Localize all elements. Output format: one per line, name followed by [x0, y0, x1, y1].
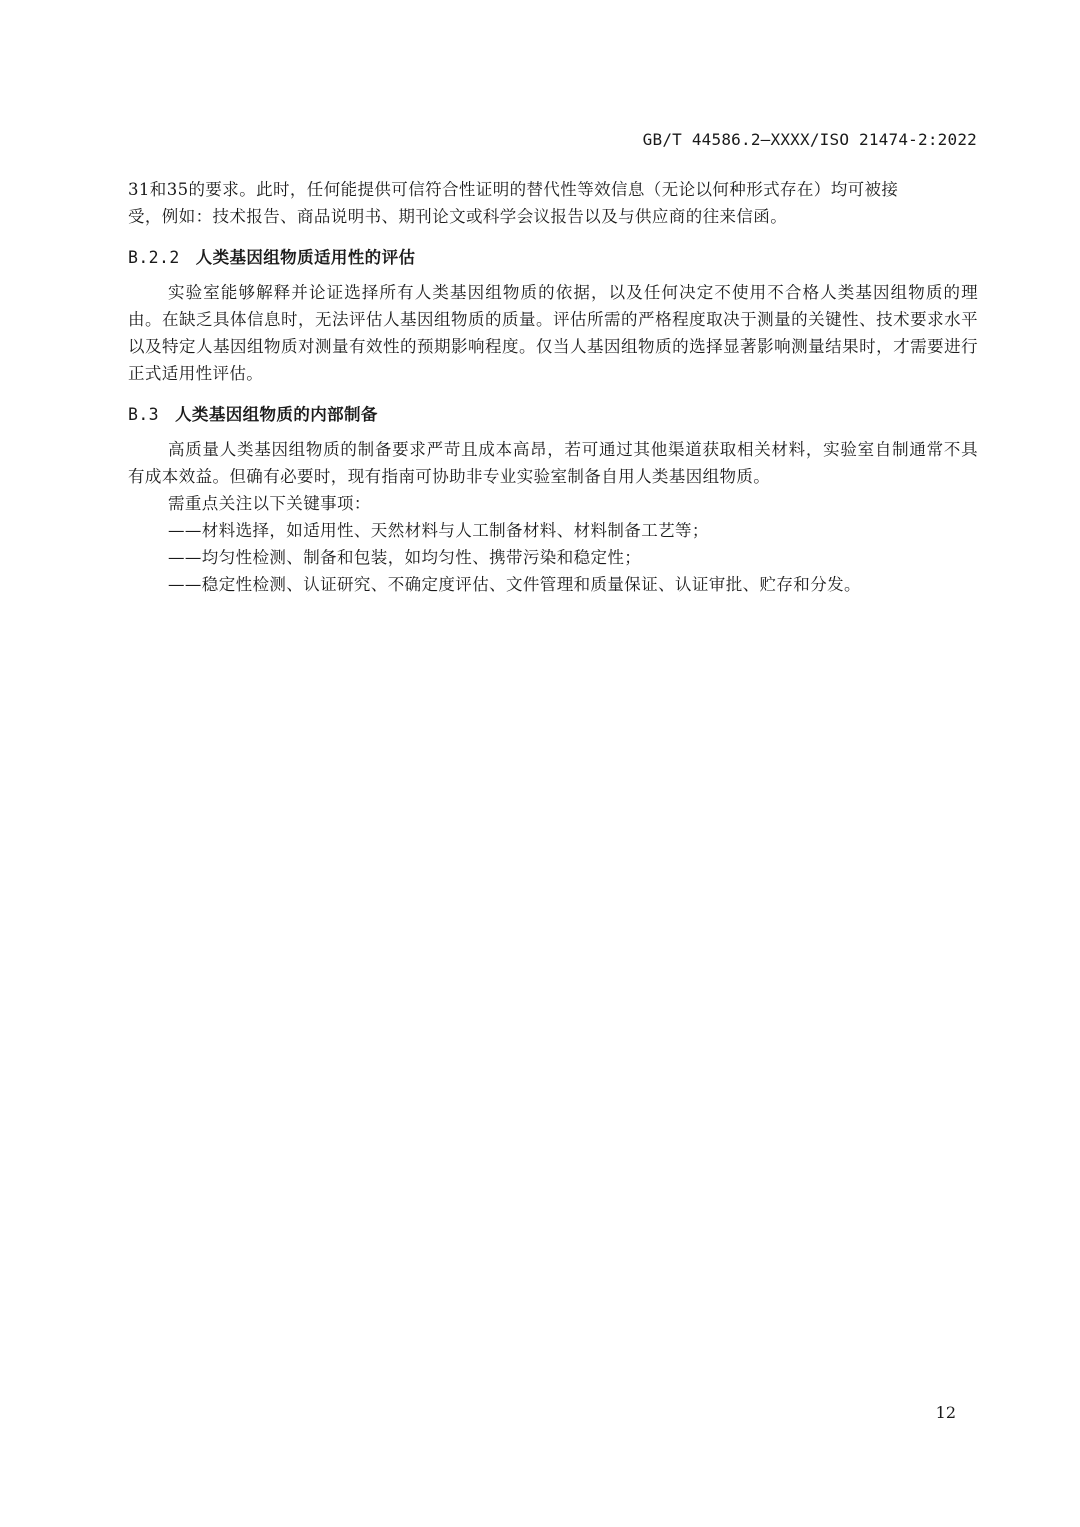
intro-line-1: 31和35的要求。此时，任何能提供可信符合性证明的替代性等效信息（无论以何种形式存在）均可被接	[128, 180, 899, 199]
section-b3-lead: 需重点关注以下关键事项：	[168, 494, 371, 513]
section-b22-number: B.2.2	[128, 248, 180, 267]
section-b3-title: 人类基因组物质的内部制备	[175, 405, 378, 424]
section-b22-paragraph: 实验室能够解释并论证选择所有人类基因组物质的依据，以及任何决定不使用不合格人类基因组物质的理由。在缺乏具体信息时，无法评估人基因组物质的质量。评估所需的严格程度取决于测量的关键性、技术要求水平以及特定人基因组物质对测量有效性的预期影响程度。仅当人基因组物质的选择显著影响测量结果时，才需要进行正式适用性评估。	[128, 283, 978, 383]
document-body	[128, 176, 978, 598]
intro-paragraph	[128, 176, 978, 230]
section-b22-heading	[128, 244, 978, 271]
document-code-header: GB/T 44586.2—XXXX/ISO 21474-2:2022	[642, 130, 977, 149]
list-item: ——均匀性检测、制备和包装，如均匀性、携带污染和稳定性；	[168, 548, 642, 567]
section-b3-paragraph: 高质量人类基因组物质的制备要求严苛且成本高昂，若可通过其他渠道获取相关材料，实验室自制通常不具有成本效益。但确有必要时，现有指南可协助非专业实验室制备自用人类基因组物质。	[128, 440, 978, 486]
page-number: 12	[935, 1403, 956, 1422]
section-b22-title: 人类基因组物质适用性的评估	[195, 248, 416, 267]
list-item: ——稳定性检测、认证研究、不确定度评估、文件管理和质量保证、认证审批、贮存和分发。	[168, 575, 861, 594]
section-b3-number: B.3	[128, 405, 160, 424]
section-b3-heading	[128, 401, 978, 428]
list-item: ——材料选择，如适用性、天然材料与人工制备材料、材料制备工艺等；	[168, 521, 709, 540]
intro-line-2: 受，例如：技术报告、商品说明书、期刊论文或科学会议报告以及与供应商的往来信函。	[128, 207, 788, 226]
